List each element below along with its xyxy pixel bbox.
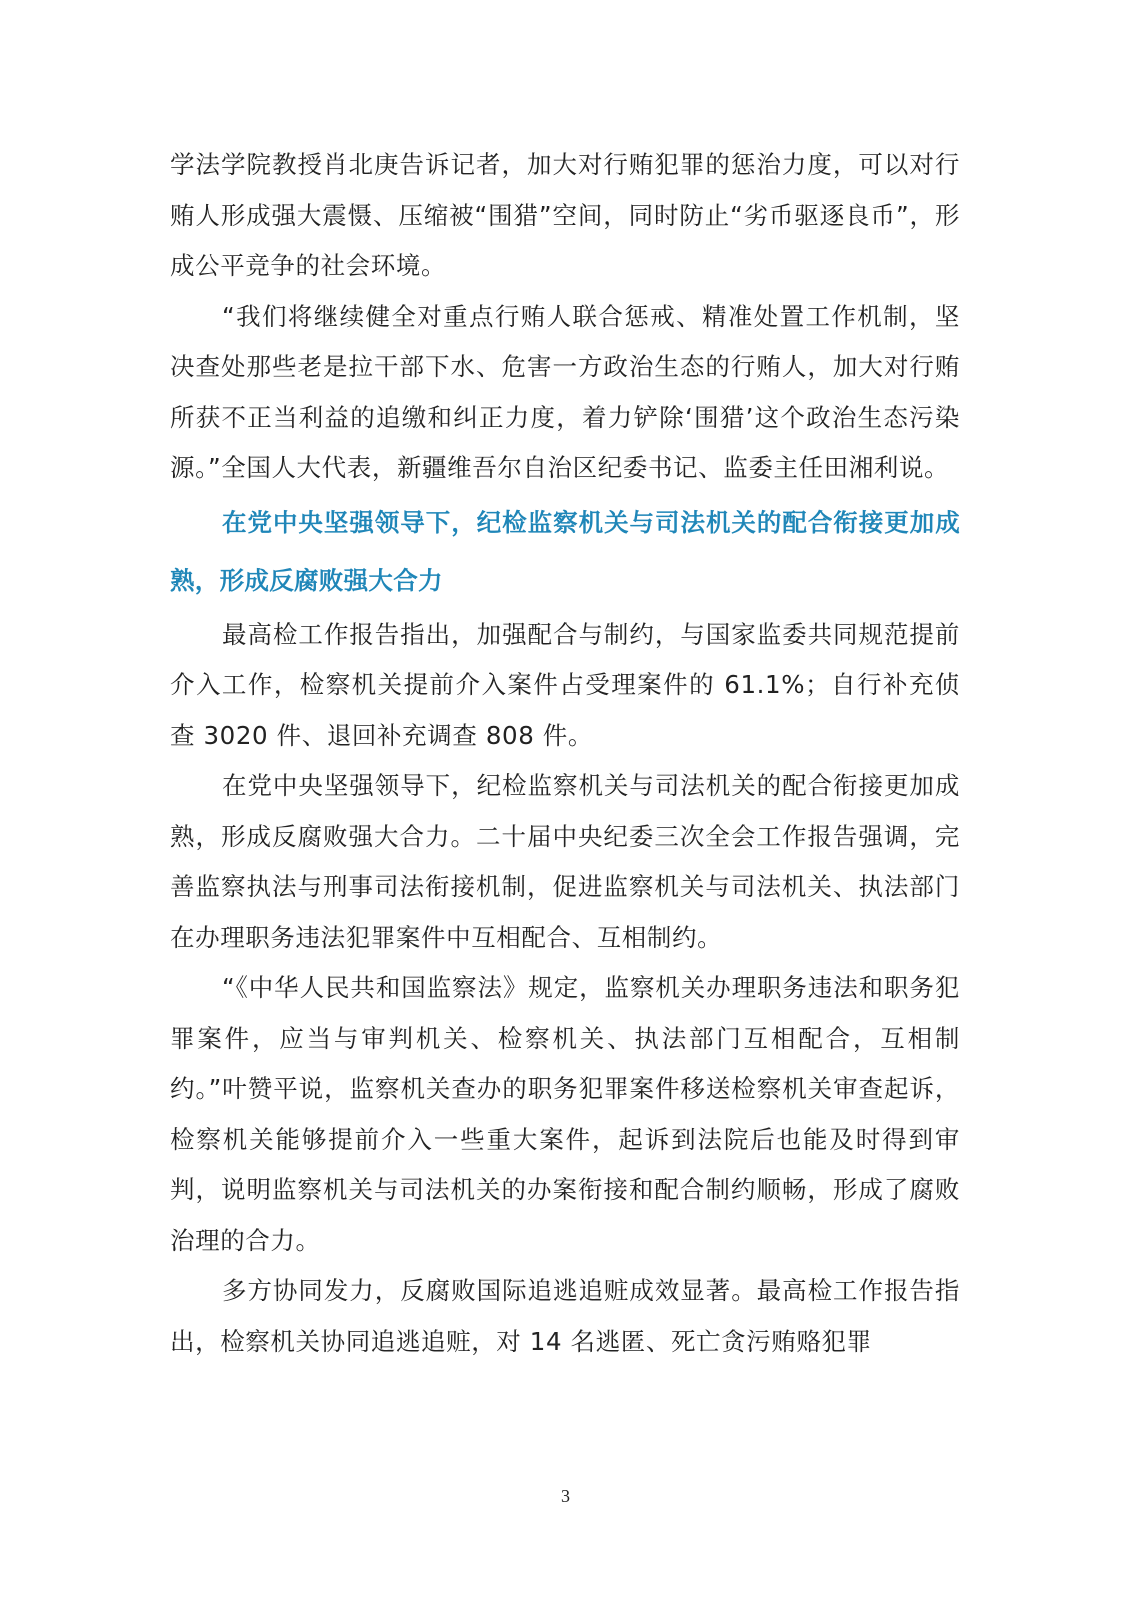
paragraph-coordination: 在党中央坚强领导下，纪检监察机关与司法机关的配合衔接更加成熟，形成反腐败强大合力。二十届中央纪委三次全会工作报告强调，完善监察执法与刑事司法衔接机制，促进监察机关与司法机关、执法部门在办理职务违法犯罪案件中互相配合、互相制约。 [170,771,960,952]
page-number: 3 [561,1486,570,1506]
section-heading: 在党中央坚强领导下，纪检监察机关与司法机关的配合衔接更加成熟，形成反腐败强大合力 [170,507,960,595]
paragraph-continued: 学法学院教授肖北庚告诉记者，加大对行贿犯罪的惩治力度，可以对行贿人形成强大震慑、压缩被“围猎”空间，同时防止“劣币驱逐良币”，形成公平竞争的社会环境。 [170,150,960,280]
paragraph-quote-tian: “我们将继续健全对重点行贿人联合惩戒、精准处置工作机制，坚决查处那些老是拉干部下水、危害一方政治生态的行贿人，加大对行贿所获不正当利益的追缴和纠正力度，着力铲除‘围猎’这个政治生态污染源。”全国人大代表，新疆维吾尔自治区纪委书记、监委主任田湘利说。 [170,301,960,482]
paragraph-quote-ye: “《中华人民共和国监察法》规定，监察机关办理职务违法和职务犯罪案件，应当与审判机关、检察机关、执法部门互相配合，互相制约。”叶赞平说，监察机关查办的职务犯罪案件移送检察机关审查起诉，检察机关能够提前介入一些重大案件，起诉到法院后也能及时得到审判，说明监察机关与司法机关的办案衔接和配合制约顺畅，形成了腐败治理的合力。 [170,973,960,1255]
paragraph-international: 多方协同发力，反腐败国际追逃追赃成效显著。最高检工作报告指出，检察机关协同追逃追赃，对 14 名逃匿、死亡贪污贿赂犯罪 [170,1276,960,1356]
paragraph-report-stats: 最高检工作报告指出，加强配合与制约，与国家监委共同规范提前介入工作，检察机关提前介入案件占受理案件的 61.1%；自行补充侦查 3020 件、退回补充调查 808 件。 [170,619,960,750]
article-body [170,140,960,1367]
